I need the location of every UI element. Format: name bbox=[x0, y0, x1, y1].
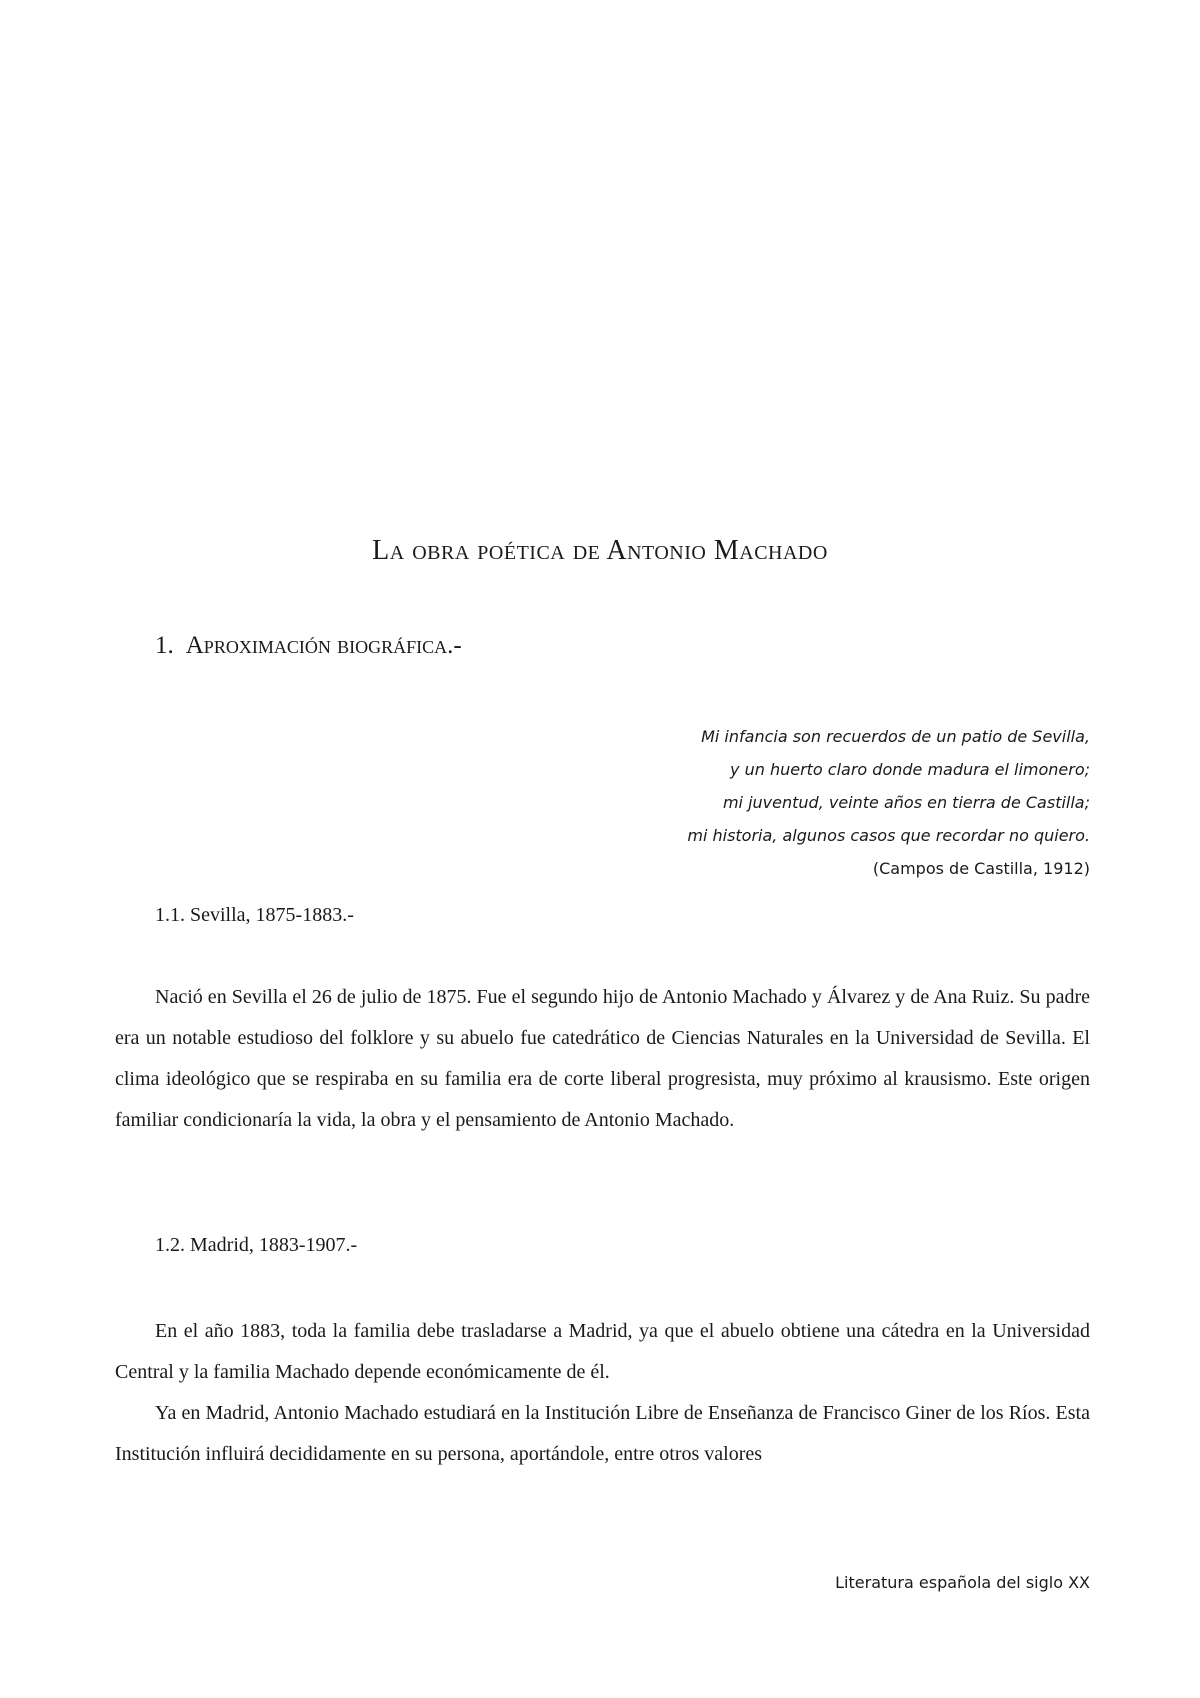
page-footer: Literatura española del siglo XX bbox=[835, 1573, 1090, 1592]
epigraph-line: mi juventud, veinte años en tierra de Castilla; bbox=[722, 793, 1090, 812]
subsection-heading-sevilla: 1.1. Sevilla, 1875-1883.- bbox=[155, 904, 354, 926]
epigraph-line: mi historia, algunos casos que recordar no quiero. bbox=[687, 826, 1090, 845]
epigraph bbox=[570, 720, 1090, 885]
epigraph-line: Mi infancia son recuerdos de un patio de Sevilla, bbox=[701, 727, 1090, 746]
paragraph-madrid-1: En el año 1883, toda la familia debe trasladarse a Madrid, ya que el abuelo obtiene una cátedra en la Universidad Central y la familia Machado depende económicamente de él. bbox=[115, 1320, 1090, 1383]
epigraph-line: y un huerto claro donde madura el limonero; bbox=[730, 760, 1090, 779]
section-heading-text: Aproximación biográfica.- bbox=[185, 632, 462, 659]
section-number: 1. bbox=[155, 632, 174, 659]
subsection-heading-madrid: 1.2. Madrid, 1883-1907.- bbox=[155, 1234, 358, 1256]
paragraph-madrid-2: Ya en Madrid, Antonio Machado estudiará en la Institución Libre de Enseñanza de Francisco Giner de los Ríos. Esta Institución influirá decididamente en su persona, aportándole, entre otros valores bbox=[115, 1402, 1090, 1465]
epigraph-source: (Campos de Castilla, 1912) bbox=[872, 859, 1090, 878]
paragraph-sevilla: Nació en Sevilla el 26 de julio de 1875. Fue el segundo hijo de Antonio Machado y Álvarez y de Ana Ruiz. Su padre era un notable estudioso del folklore y su abuelo fue catedrático de Ciencias Naturales en la Universidad de Sevilla. El clima ideológico que se respiraba en su familia era de corte liberal progresista, muy próximo al krausismo. Este origen familiar condicionaría la vida, la obra y el pensamiento de Antonio Machado. bbox=[115, 986, 1090, 1131]
section-heading bbox=[155, 632, 462, 660]
document-title: La obra poética de Antonio Machado bbox=[372, 535, 828, 566]
